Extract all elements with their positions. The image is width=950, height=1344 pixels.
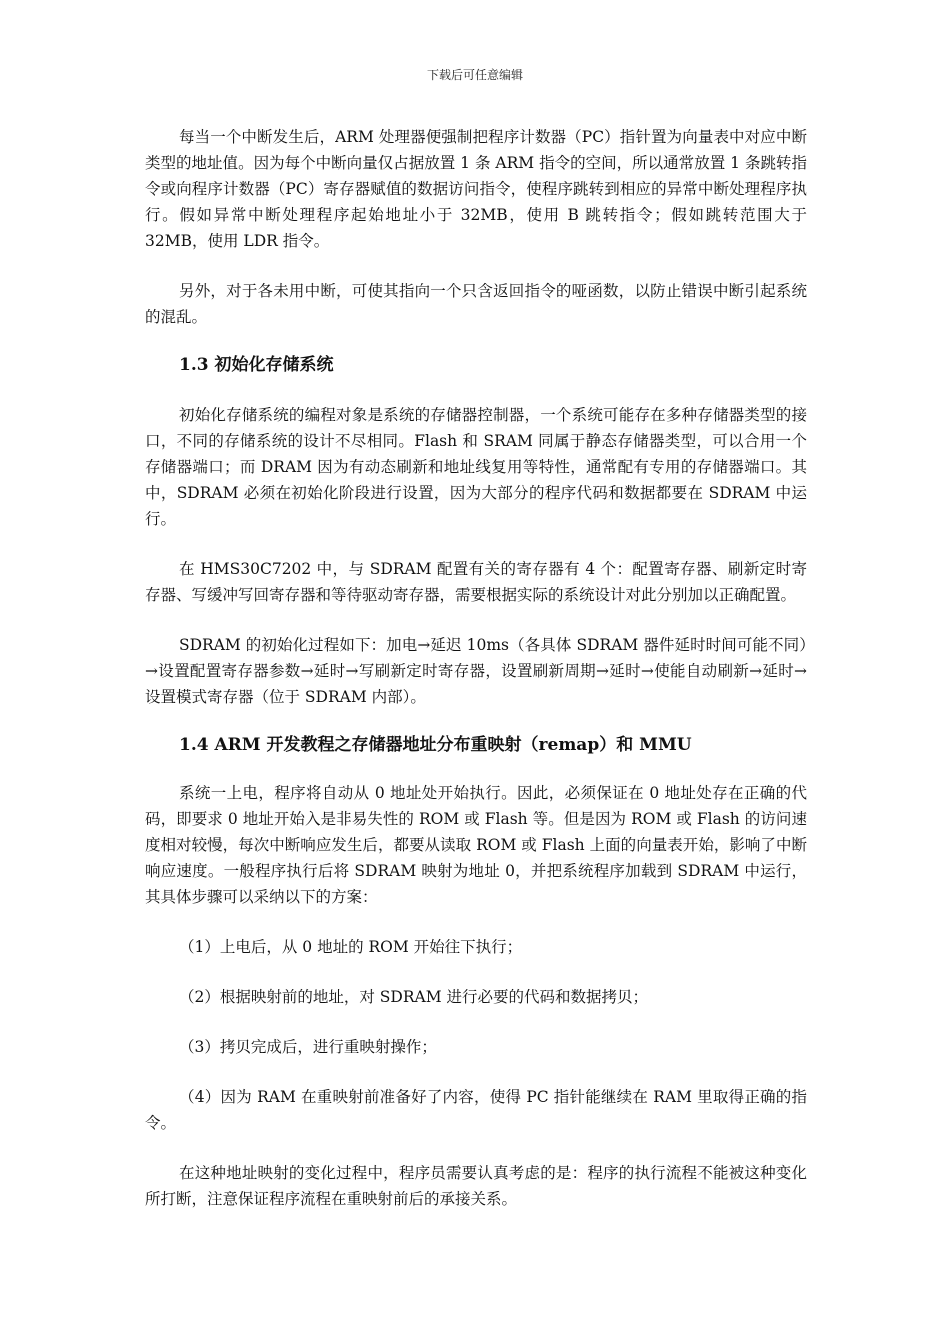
paragraph-interrupt-vector: 每当一个中断发生后，ARM 处理器便强制把程序计数器（PC）指针置为向量表中对应中断类型的地址值。因为每个中断向量仅占据放置 1 条 ARM 指令的空间，所以通常放置 1 条跳转指令或向程序计数器（PC）寄存器赋值的数据访问指令，使程序跳转到相应的异常中断处理程序执行。假如异常中断处理程序起始地址小于 32MB，使用 B 跳转指令；假如跳转范围大于 32MB，使用 LDR 指令。 — [145, 128, 807, 250]
page-header: 下载后可任意编辑 — [426, 68, 523, 82]
step-2: （2）根据映射前的地址，对 SDRAM 进行必要的代码和数据拷贝； — [179, 988, 648, 1006]
paragraph-power-on: 系统一上电，程序将自动从 0 地址处开始执行。因此，必须保证在 0 地址处存在正确的代码，即要求 0 地址开始入是非易失性的 ROM 或 Flash 等。但是因为 ROM 或 Flash 的访问速度相对较慢，每次中断响应发生后，都要从读取 ROM 或 Flash 上面的向量表开始，影响了中断响应速度。一般程序执行后将 SDRAM 映射为地址 0，并把系统程序加载到 SDRAM 中运行，其具体步骤可以采纳以下的方案： — [145, 784, 807, 906]
paragraph-unused-interrupts: 另外，对于各未用中断，可使其指向一个只含返回指令的哑函数，以防止错误中断引起系统的混乱。 — [145, 282, 807, 326]
paragraph-remap-flow: 在这种地址映射的变化过程中，程序员需要认真考虑的是：程序的执行流程不能被这种变化所打断，注意保证程序流程在重映射前后的承接关系。 — [145, 1164, 807, 1208]
paragraph-sdram-init-process: SDRAM 的初始化过程如下：加电→延迟 10ms（各具体 SDRAM 器件延时时间可能不同）→设置配置寄存器参数→延时→写刷新定时寄存器，设置刷新周期→延时→使能自动刷新→延时→设置模式寄存器（位于 SDRAM 内部）。 — [145, 636, 807, 706]
step-3: （3）拷贝完成后，进行重映射操作； — [179, 1038, 437, 1056]
section-heading-1-3: 1.3 初始化存储系统 — [179, 355, 334, 375]
document-body — [145, 124, 807, 1212]
paragraph-memory-init: 初始化存储系统的编程对象是系统的存储器控制器，一个系统可能存在多种存储器类型的接口，不同的存储系统的设计不尽相同。Flash 和 SRAM 同属于静态存储器类型，可以合用一个存储器端口；而 DRAM 因为有动态刷新和地址线复用等特性，通常配有专用的存储器端口。其中，SDRAM 必须在初始化阶段进行设置，因为大部分的程序代码和数据都要在 SDRAM 中运行。 — [145, 406, 807, 528]
step-1: （1）上电后，从 0 地址的 ROM 开始往下执行； — [179, 938, 523, 956]
step-4: （4）因为 RAM 在重映射前准备好了内容，使得 PC 指针能继续在 RAM 里取得正确的指令。 — [145, 1088, 807, 1132]
paragraph-sdram-registers: 在 HMS30C7202 中，与 SDRAM 配置有关的寄存器有 4 个：配置寄存器、刷新定时寄存器、写缓冲写回寄存器和等待驱动寄存器，需要根据实际的系统设计对此分别加以正确配置。 — [145, 560, 807, 604]
section-heading-1-4: 1.4 ARM 开发教程之存储器地址分布重映射（remap）和 MMU — [179, 735, 692, 755]
